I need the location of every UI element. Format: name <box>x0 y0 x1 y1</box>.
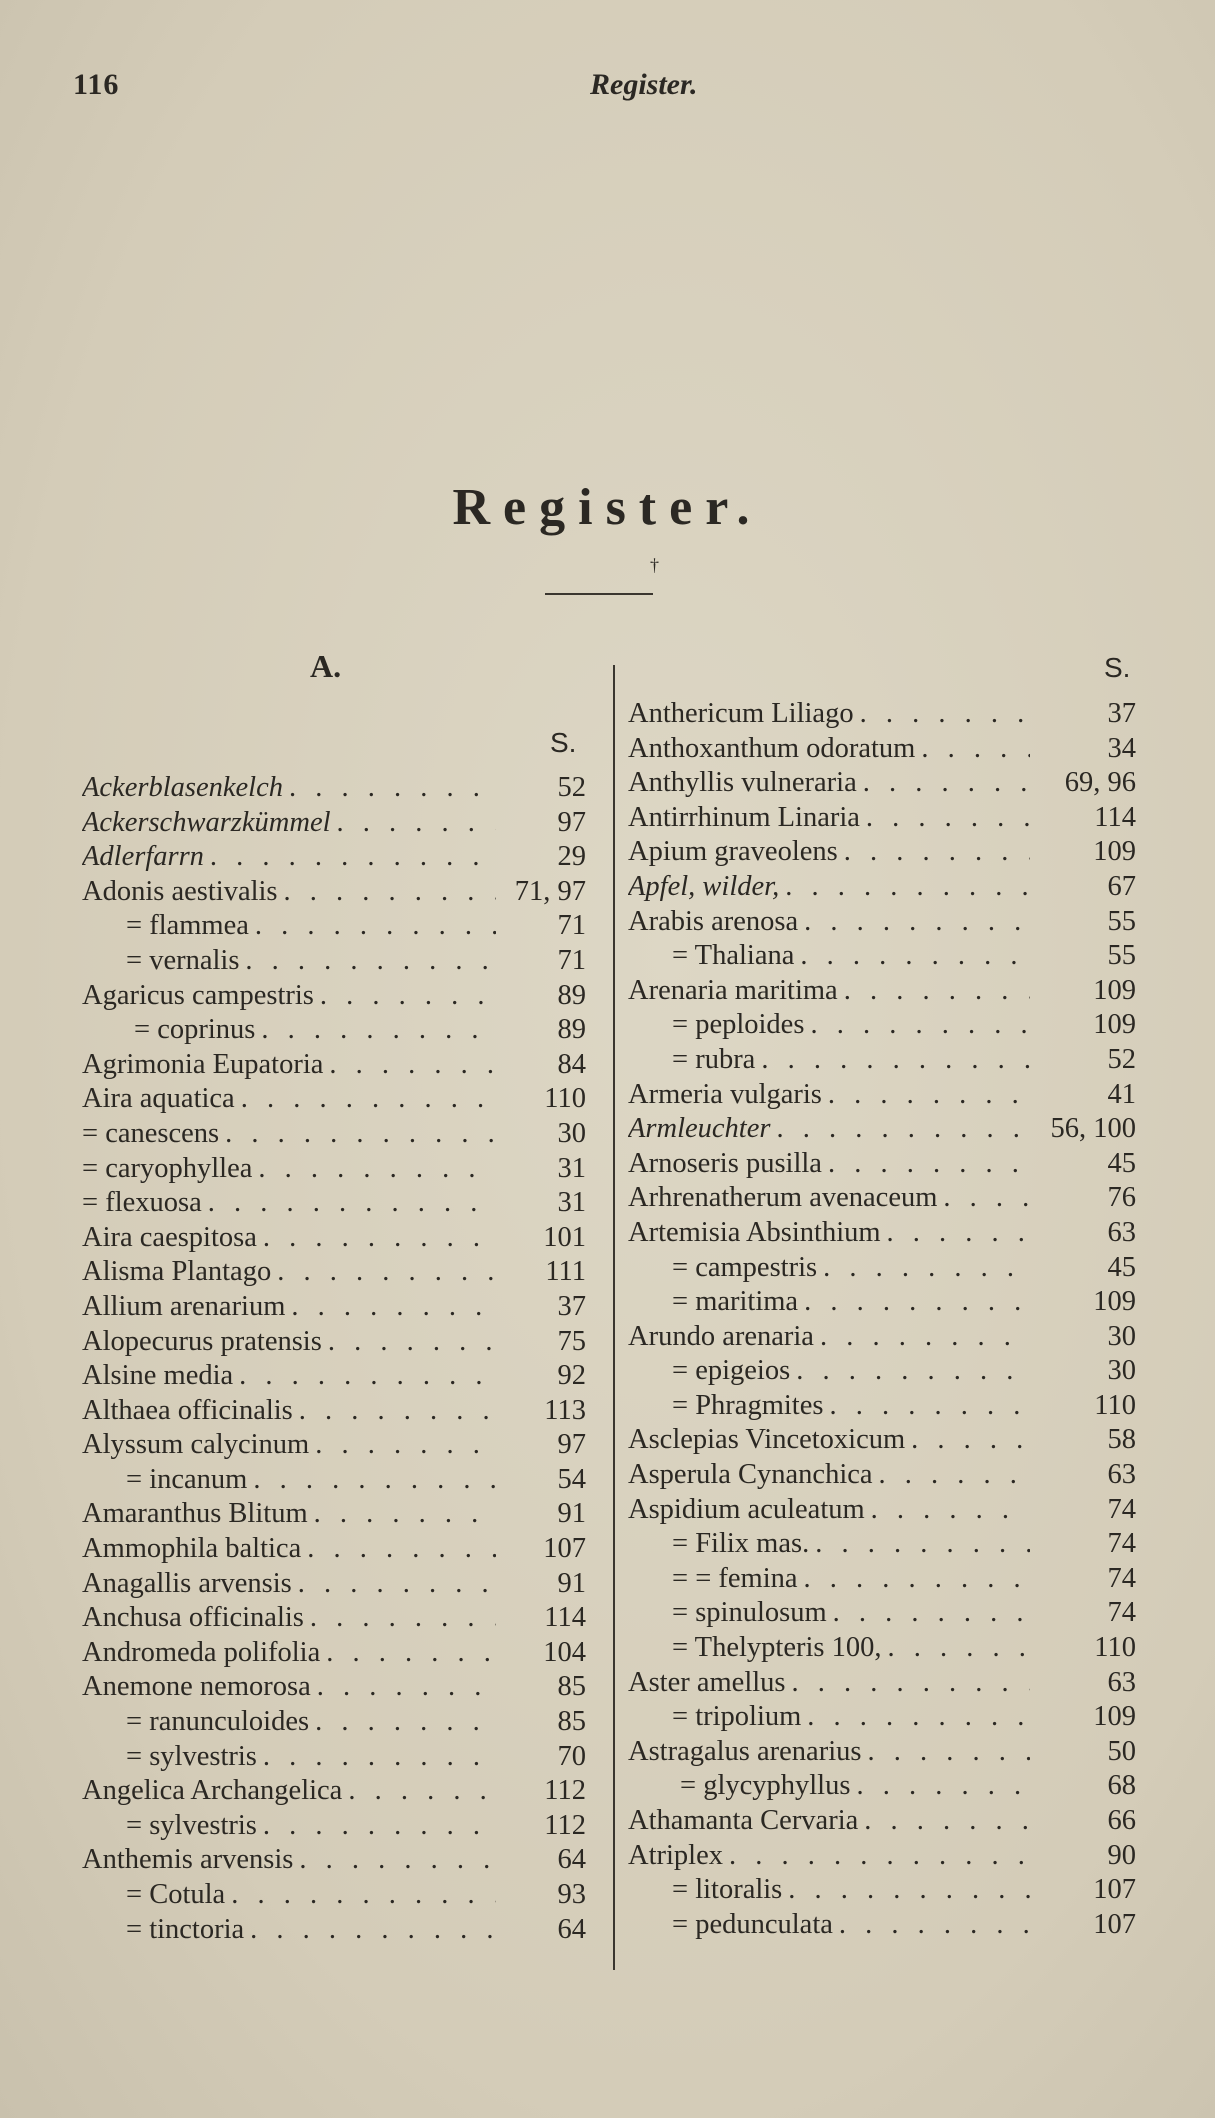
leader-dots <box>239 944 496 979</box>
entry-name: Andromeda polifolia <box>82 1636 321 1668</box>
entry-name: Ackerschwarzkümmel <box>82 806 331 838</box>
leader-dots <box>311 1670 496 1705</box>
index-entry <box>82 1255 586 1290</box>
entry-name: = flammea <box>126 910 249 942</box>
entry-page-reference: 110 <box>1094 1389 1136 1421</box>
page-number: 116 <box>73 68 120 101</box>
entry-name: Allium arenarium <box>82 1290 286 1322</box>
index-entry <box>82 1082 586 1117</box>
entry-name: Arundo arenaria <box>628 1320 814 1352</box>
index-entry <box>628 974 1136 1009</box>
entry-name: Arhrenatherum avenaceum <box>628 1182 938 1214</box>
index-entry <box>82 806 586 841</box>
entry-name: Alopecurus pratensis <box>82 1325 322 1357</box>
entry-name: Amaranthus Blitum <box>82 1498 308 1530</box>
entry-page-reference: 63 <box>1107 1459 1136 1491</box>
entry-name: = incanum <box>126 1463 248 1495</box>
entry-name: Anthemis arvensis <box>82 1844 294 1876</box>
leader-dots <box>308 1497 496 1532</box>
entry-name: Anthyllis vulneraria <box>628 767 857 799</box>
leader-dots <box>786 1666 1030 1701</box>
index-entry <box>82 1013 586 1048</box>
index-entry <box>628 1631 1136 1666</box>
index-entry <box>628 1354 1136 1389</box>
entry-page-reference: 85 <box>557 1671 586 1703</box>
entry-page-reference: 29 <box>557 841 586 873</box>
leader-dots <box>331 806 496 841</box>
index-entry <box>628 1596 1136 1631</box>
entry-page-reference: 107 <box>1093 1908 1136 1940</box>
entry-name: Ackerblasenkelch <box>82 772 283 803</box>
index-entry <box>82 1878 586 1913</box>
leader-dots <box>790 1354 1030 1389</box>
entry-page-reference: 52 <box>557 772 586 803</box>
entry-page-reference: 97 <box>557 1429 586 1461</box>
left-column-page-header: S. <box>550 727 577 758</box>
index-entry <box>82 1325 586 1360</box>
entry-name: = coprinus <box>134 1014 256 1046</box>
leader-dots <box>794 939 1030 974</box>
leader-dots <box>809 1527 1030 1562</box>
index-entry <box>628 1181 1136 1216</box>
index-entry <box>82 771 586 806</box>
entry-page-reference: 63 <box>1107 1666 1136 1698</box>
index-entry <box>82 1394 586 1429</box>
entry-name: = = femina <box>672 1562 798 1594</box>
entry-page-reference: 112 <box>544 1775 586 1807</box>
index-entry <box>82 1428 586 1463</box>
entry-name: = tripolium <box>672 1701 802 1733</box>
leader-dots <box>257 1809 496 1844</box>
leader-dots <box>861 1735 1030 1770</box>
entry-name: Apium graveolens <box>628 836 838 868</box>
index-entry <box>628 1700 1136 1735</box>
entry-page-reference: 76 <box>1107 1182 1136 1214</box>
entry-name: = maritima <box>672 1286 799 1318</box>
entry-page-reference: 113 <box>544 1394 586 1426</box>
index-entry <box>628 1389 1136 1424</box>
index-entry <box>82 1636 586 1671</box>
leader-dots <box>782 1873 1030 1908</box>
entry-page-reference: 30 <box>1107 1320 1136 1352</box>
leader-dots <box>249 909 496 944</box>
leader-dots <box>858 1804 1030 1839</box>
entry-name: Arabis arenosa <box>628 905 799 937</box>
entry-page-reference: 75 <box>557 1325 586 1357</box>
leader-dots <box>801 1700 1030 1735</box>
entry-name: = Cotula <box>126 1879 226 1910</box>
entry-name: Atriplex <box>628 1839 723 1871</box>
entry-name: Agaricus campestris <box>82 979 314 1011</box>
entry-page-reference: 31 <box>557 1187 586 1219</box>
entry-name: Adonis aestivalis <box>82 875 278 907</box>
index-entry <box>628 1320 1136 1355</box>
index-entry <box>628 697 1136 732</box>
entry-name: = peploides <box>672 1009 805 1041</box>
entry-page-reference: 30 <box>557 1117 586 1149</box>
entry-name: Antirrhinum Linaria <box>628 801 860 833</box>
index-entry <box>628 1078 1136 1113</box>
leader-dots <box>283 771 496 806</box>
leader-dots <box>301 1532 496 1567</box>
index-entry <box>628 939 1136 974</box>
leader-dots <box>915 732 1030 767</box>
leader-dots <box>225 1878 496 1913</box>
entry-name: Anagallis arvensis <box>82 1567 292 1599</box>
leader-dots <box>292 1567 496 1602</box>
entry-name: Armeria vulgaris <box>628 1078 822 1110</box>
leader-dots <box>860 801 1030 836</box>
index-entry <box>82 1359 586 1394</box>
leader-dots <box>881 1216 1030 1251</box>
column-divider <box>613 665 615 1970</box>
leader-dots <box>838 835 1030 870</box>
index-entry <box>82 1186 586 1221</box>
entry-page-reference: 114 <box>544 1602 586 1634</box>
right-index-column <box>628 697 1136 1942</box>
entry-page-reference: 112 <box>544 1809 586 1841</box>
entry-page-reference: 93 <box>557 1879 586 1910</box>
index-entry <box>628 1873 1136 1908</box>
entry-page-reference: 74 <box>1107 1562 1136 1594</box>
index-entry <box>628 1562 1136 1597</box>
entry-name: = Thaliana <box>672 940 795 972</box>
leader-dots <box>304 1601 496 1636</box>
entry-name: = canescens <box>82 1117 220 1149</box>
index-entry <box>82 1774 586 1809</box>
entry-page-reference: 34 <box>1107 732 1136 764</box>
entry-page-reference: 109 <box>1093 836 1136 868</box>
index-entry <box>82 840 586 875</box>
entry-page-reference: 71, 97 <box>514 875 586 907</box>
entry-name: Aster amellus <box>628 1666 786 1698</box>
entry-page-reference: 85 <box>557 1706 586 1738</box>
index-entry <box>628 801 1136 836</box>
entry-name: = sylvestris <box>126 1740 257 1772</box>
index-entry <box>82 1843 586 1878</box>
entry-name: = spinulosum <box>672 1597 827 1629</box>
entry-name: Astragalus arenarius <box>628 1735 862 1767</box>
index-entry <box>82 1152 586 1187</box>
entry-name: = vernalis <box>126 944 240 976</box>
leader-dots <box>204 840 496 875</box>
leader-dots <box>905 1423 1030 1458</box>
leader-dots <box>252 1152 496 1187</box>
entry-page-reference: 97 <box>557 806 586 838</box>
index-entry <box>628 766 1136 801</box>
entry-name: Althaea officinalis <box>82 1394 293 1426</box>
index-entry <box>628 1735 1136 1770</box>
entry-name: = tinctoria <box>126 1913 245 1945</box>
title-rule <box>545 593 653 595</box>
index-entry <box>628 905 1136 940</box>
index-entry <box>628 1112 1136 1147</box>
index-entry <box>82 1048 586 1083</box>
leader-dots <box>293 1394 496 1429</box>
index-entry <box>82 1117 586 1152</box>
entry-page-reference: 89 <box>557 979 586 1011</box>
entry-name: = Filix mas. <box>672 1528 810 1560</box>
index-entry <box>628 1043 1136 1078</box>
entry-page-reference: 109 <box>1093 1701 1136 1733</box>
entry-page-reference: 107 <box>1093 1874 1136 1906</box>
leader-dots <box>293 1843 496 1878</box>
leader-dots <box>770 1112 1030 1147</box>
index-entry <box>628 835 1136 870</box>
entry-name: Adlerfarrn <box>82 841 204 873</box>
entry-page-reference: 109 <box>1093 1009 1136 1041</box>
entry-page-reference: 41 <box>1107 1078 1136 1110</box>
entry-page-reference: 91 <box>557 1567 586 1599</box>
index-entry <box>628 1493 1136 1528</box>
entry-name: = sylvestris <box>126 1809 257 1841</box>
index-entry <box>82 875 586 910</box>
entry-page-reference: 30 <box>1107 1355 1136 1387</box>
entry-name: Aira aquatica <box>82 1083 235 1115</box>
entry-page-reference: 63 <box>1107 1216 1136 1248</box>
left-index-column <box>82 771 586 1947</box>
leader-dots <box>247 1463 496 1498</box>
entry-page-reference: 74 <box>1107 1528 1136 1560</box>
entry-page-reference: 71 <box>557 910 586 942</box>
entry-page-reference: 109 <box>1093 974 1136 1006</box>
leader-dots <box>244 1913 496 1948</box>
index-entry <box>82 979 586 1014</box>
leader-dots <box>804 1008 1030 1043</box>
leader-dots <box>202 1186 496 1221</box>
entry-name: Anthoxanthum odoratum <box>628 732 916 764</box>
entry-name: Asclepias Vincetoxicum <box>628 1424 906 1456</box>
leader-dots <box>219 1117 496 1152</box>
entry-name: Agrimonia Eupatoria <box>82 1048 324 1080</box>
entry-page-reference: 54 <box>557 1463 586 1495</box>
entry-page-reference: 74 <box>1107 1493 1136 1525</box>
index-entry <box>628 1008 1136 1043</box>
leader-dots <box>271 1255 496 1290</box>
index-entry <box>628 1527 1136 1562</box>
index-entry <box>628 1458 1136 1493</box>
entry-name: Armleuchter <box>628 1113 771 1145</box>
leader-dots <box>723 1839 1030 1874</box>
index-entry <box>82 1601 586 1636</box>
leader-dots <box>257 1740 496 1775</box>
index-entry <box>628 1839 1136 1874</box>
leader-dots <box>309 1705 496 1740</box>
entry-page-reference: 110 <box>544 1083 586 1115</box>
leader-dots <box>822 1147 1030 1182</box>
leader-dots <box>779 870 1030 905</box>
leader-dots <box>827 1596 1030 1631</box>
entry-name: Aira caespitosa <box>82 1221 257 1253</box>
entry-name: Aspidium aculeatum <box>628 1493 865 1525</box>
entry-page-reference: 55 <box>1107 940 1136 972</box>
entry-page-reference: 67 <box>1107 870 1136 902</box>
entry-page-reference: 107 <box>543 1533 586 1565</box>
entry-page-reference: 84 <box>557 1048 586 1080</box>
entry-page-reference: 31 <box>557 1152 586 1184</box>
leader-dots <box>314 979 496 1014</box>
index-entry <box>628 1804 1136 1839</box>
entry-page-reference: 45 <box>1107 1147 1136 1179</box>
leader-dots <box>233 1359 496 1394</box>
leader-dots <box>833 1908 1030 1943</box>
index-entry <box>628 1285 1136 1320</box>
leader-dots <box>320 1636 496 1671</box>
leader-dots <box>323 1048 496 1083</box>
letter-heading: A. <box>310 648 342 684</box>
leader-dots <box>881 1631 1030 1666</box>
leader-dots <box>285 1290 496 1325</box>
entry-page-reference: 89 <box>557 1014 586 1046</box>
leader-dots <box>854 697 1030 732</box>
entry-page-reference: 110 <box>1094 1632 1136 1664</box>
index-entry <box>628 1423 1136 1458</box>
leader-dots <box>798 1562 1030 1597</box>
index-entry <box>82 1670 586 1705</box>
index-entry <box>82 1740 586 1775</box>
index-entry <box>82 1567 586 1602</box>
leader-dots <box>937 1181 1030 1216</box>
entry-page-reference: 56, 100 <box>1050 1113 1136 1145</box>
entry-name: = Phragmites <box>672 1389 824 1421</box>
index-entry <box>82 1463 586 1498</box>
entry-page-reference: 58 <box>1107 1424 1136 1456</box>
entry-name: = glycyphyllus <box>680 1770 851 1802</box>
leader-dots <box>814 1320 1030 1355</box>
entry-name: = Thelypteris 100, <box>672 1632 882 1664</box>
entry-page-reference: 92 <box>557 1360 586 1392</box>
leader-dots <box>257 1221 496 1256</box>
entry-page-reference: 55 <box>1107 905 1136 937</box>
entry-name: Anchusa officinalis <box>82 1602 304 1634</box>
leader-dots <box>823 1389 1030 1424</box>
index-entry <box>628 1147 1136 1182</box>
index-entry <box>82 1221 586 1256</box>
leader-dots <box>322 1325 496 1360</box>
leader-dots <box>857 766 1030 801</box>
index-entry <box>628 1666 1136 1701</box>
entry-name: = campestris <box>672 1251 818 1283</box>
entry-page-reference: 37 <box>1107 698 1136 729</box>
entry-name: Arnoseris pusilla <box>628 1147 822 1179</box>
register-title: Register. <box>452 479 763 536</box>
index-entry <box>82 944 586 979</box>
entry-page-reference: 37 <box>557 1290 586 1322</box>
entry-name: = litoralis <box>672 1874 783 1906</box>
entry-page-reference: 109 <box>1093 1286 1136 1318</box>
entry-page-reference: 68 <box>1107 1770 1136 1802</box>
entry-name: = pedunculata <box>672 1908 833 1940</box>
entry-page-reference: 64 <box>557 1913 586 1945</box>
entry-name: Ammophila baltica <box>82 1533 302 1565</box>
entry-page-reference: 69, 96 <box>1064 767 1136 799</box>
index-entry <box>82 1705 586 1740</box>
entry-name: Athamanta Cervaria <box>628 1805 859 1836</box>
entry-page-reference: 74 <box>1107 1597 1136 1629</box>
entry-name: Apfel, wilder, <box>628 870 780 902</box>
entry-name: Alsine media <box>82 1360 234 1392</box>
index-entry <box>82 909 586 944</box>
leader-dots <box>309 1428 496 1463</box>
entry-name: = flexuosa <box>82 1187 202 1219</box>
entry-page-reference: 114 <box>1094 801 1136 833</box>
entry-name: Anemone nemorosa <box>82 1671 311 1703</box>
entry-page-reference: 71 <box>557 944 586 976</box>
running-head: Register. <box>590 68 698 101</box>
entry-name: Alyssum calycinum <box>82 1429 310 1461</box>
entry-page-reference: 101 <box>543 1221 586 1253</box>
entry-page-reference: 45 <box>1107 1251 1136 1283</box>
entry-page-reference: 66 <box>1107 1805 1136 1836</box>
index-entry <box>82 1532 586 1567</box>
entry-name: Alisma Plantago <box>82 1256 272 1288</box>
leader-dots <box>755 1043 1030 1078</box>
entry-page-reference: 50 <box>1107 1735 1136 1767</box>
entry-page-reference: 90 <box>1107 1839 1136 1871</box>
leader-dots <box>342 1774 496 1809</box>
leader-dots <box>235 1082 496 1117</box>
leader-dots <box>798 905 1030 940</box>
entry-name: Artemisia Absinthium <box>628 1216 881 1248</box>
index-entry <box>82 1809 586 1844</box>
leader-dots <box>850 1769 1030 1804</box>
entry-page-reference: 70 <box>557 1740 586 1772</box>
entry-name: = caryophyllea <box>82 1152 253 1184</box>
index-entry <box>628 732 1136 767</box>
entry-name: Angelica Archangelica <box>82 1775 343 1807</box>
entry-page-reference: 52 <box>1107 1043 1136 1075</box>
index-entry <box>82 1497 586 1532</box>
ornament-mark: † <box>650 555 659 575</box>
index-entry <box>628 1769 1136 1804</box>
entry-name: Anthericum Liliago <box>628 698 854 729</box>
entry-name: = epigeios <box>672 1355 791 1387</box>
leader-dots <box>873 1458 1030 1493</box>
entry-name: = rubra <box>672 1043 756 1075</box>
entry-page-reference: 104 <box>543 1636 586 1668</box>
entry-page-reference: 64 <box>557 1844 586 1876</box>
index-entry <box>628 1216 1136 1251</box>
entry-name: = ranunculoides <box>126 1706 310 1738</box>
entry-name: Arenaria maritima <box>628 974 838 1006</box>
index-entry <box>628 1251 1136 1286</box>
index-entry <box>628 1908 1136 1943</box>
leader-dots <box>865 1493 1030 1528</box>
index-entry <box>82 1290 586 1325</box>
leader-dots <box>817 1251 1030 1286</box>
leader-dots <box>278 875 496 910</box>
index-entry <box>82 1913 586 1948</box>
entry-page-reference: 91 <box>557 1498 586 1530</box>
leader-dots <box>798 1285 1030 1320</box>
index-entry <box>628 870 1136 905</box>
leader-dots <box>255 1013 496 1048</box>
entry-page-reference: 111 <box>545 1256 586 1288</box>
right-column-page-header: S. <box>1104 652 1131 683</box>
entry-name: Asperula Cynanchica <box>628 1459 873 1491</box>
leader-dots <box>838 974 1030 1009</box>
leader-dots <box>822 1078 1030 1113</box>
